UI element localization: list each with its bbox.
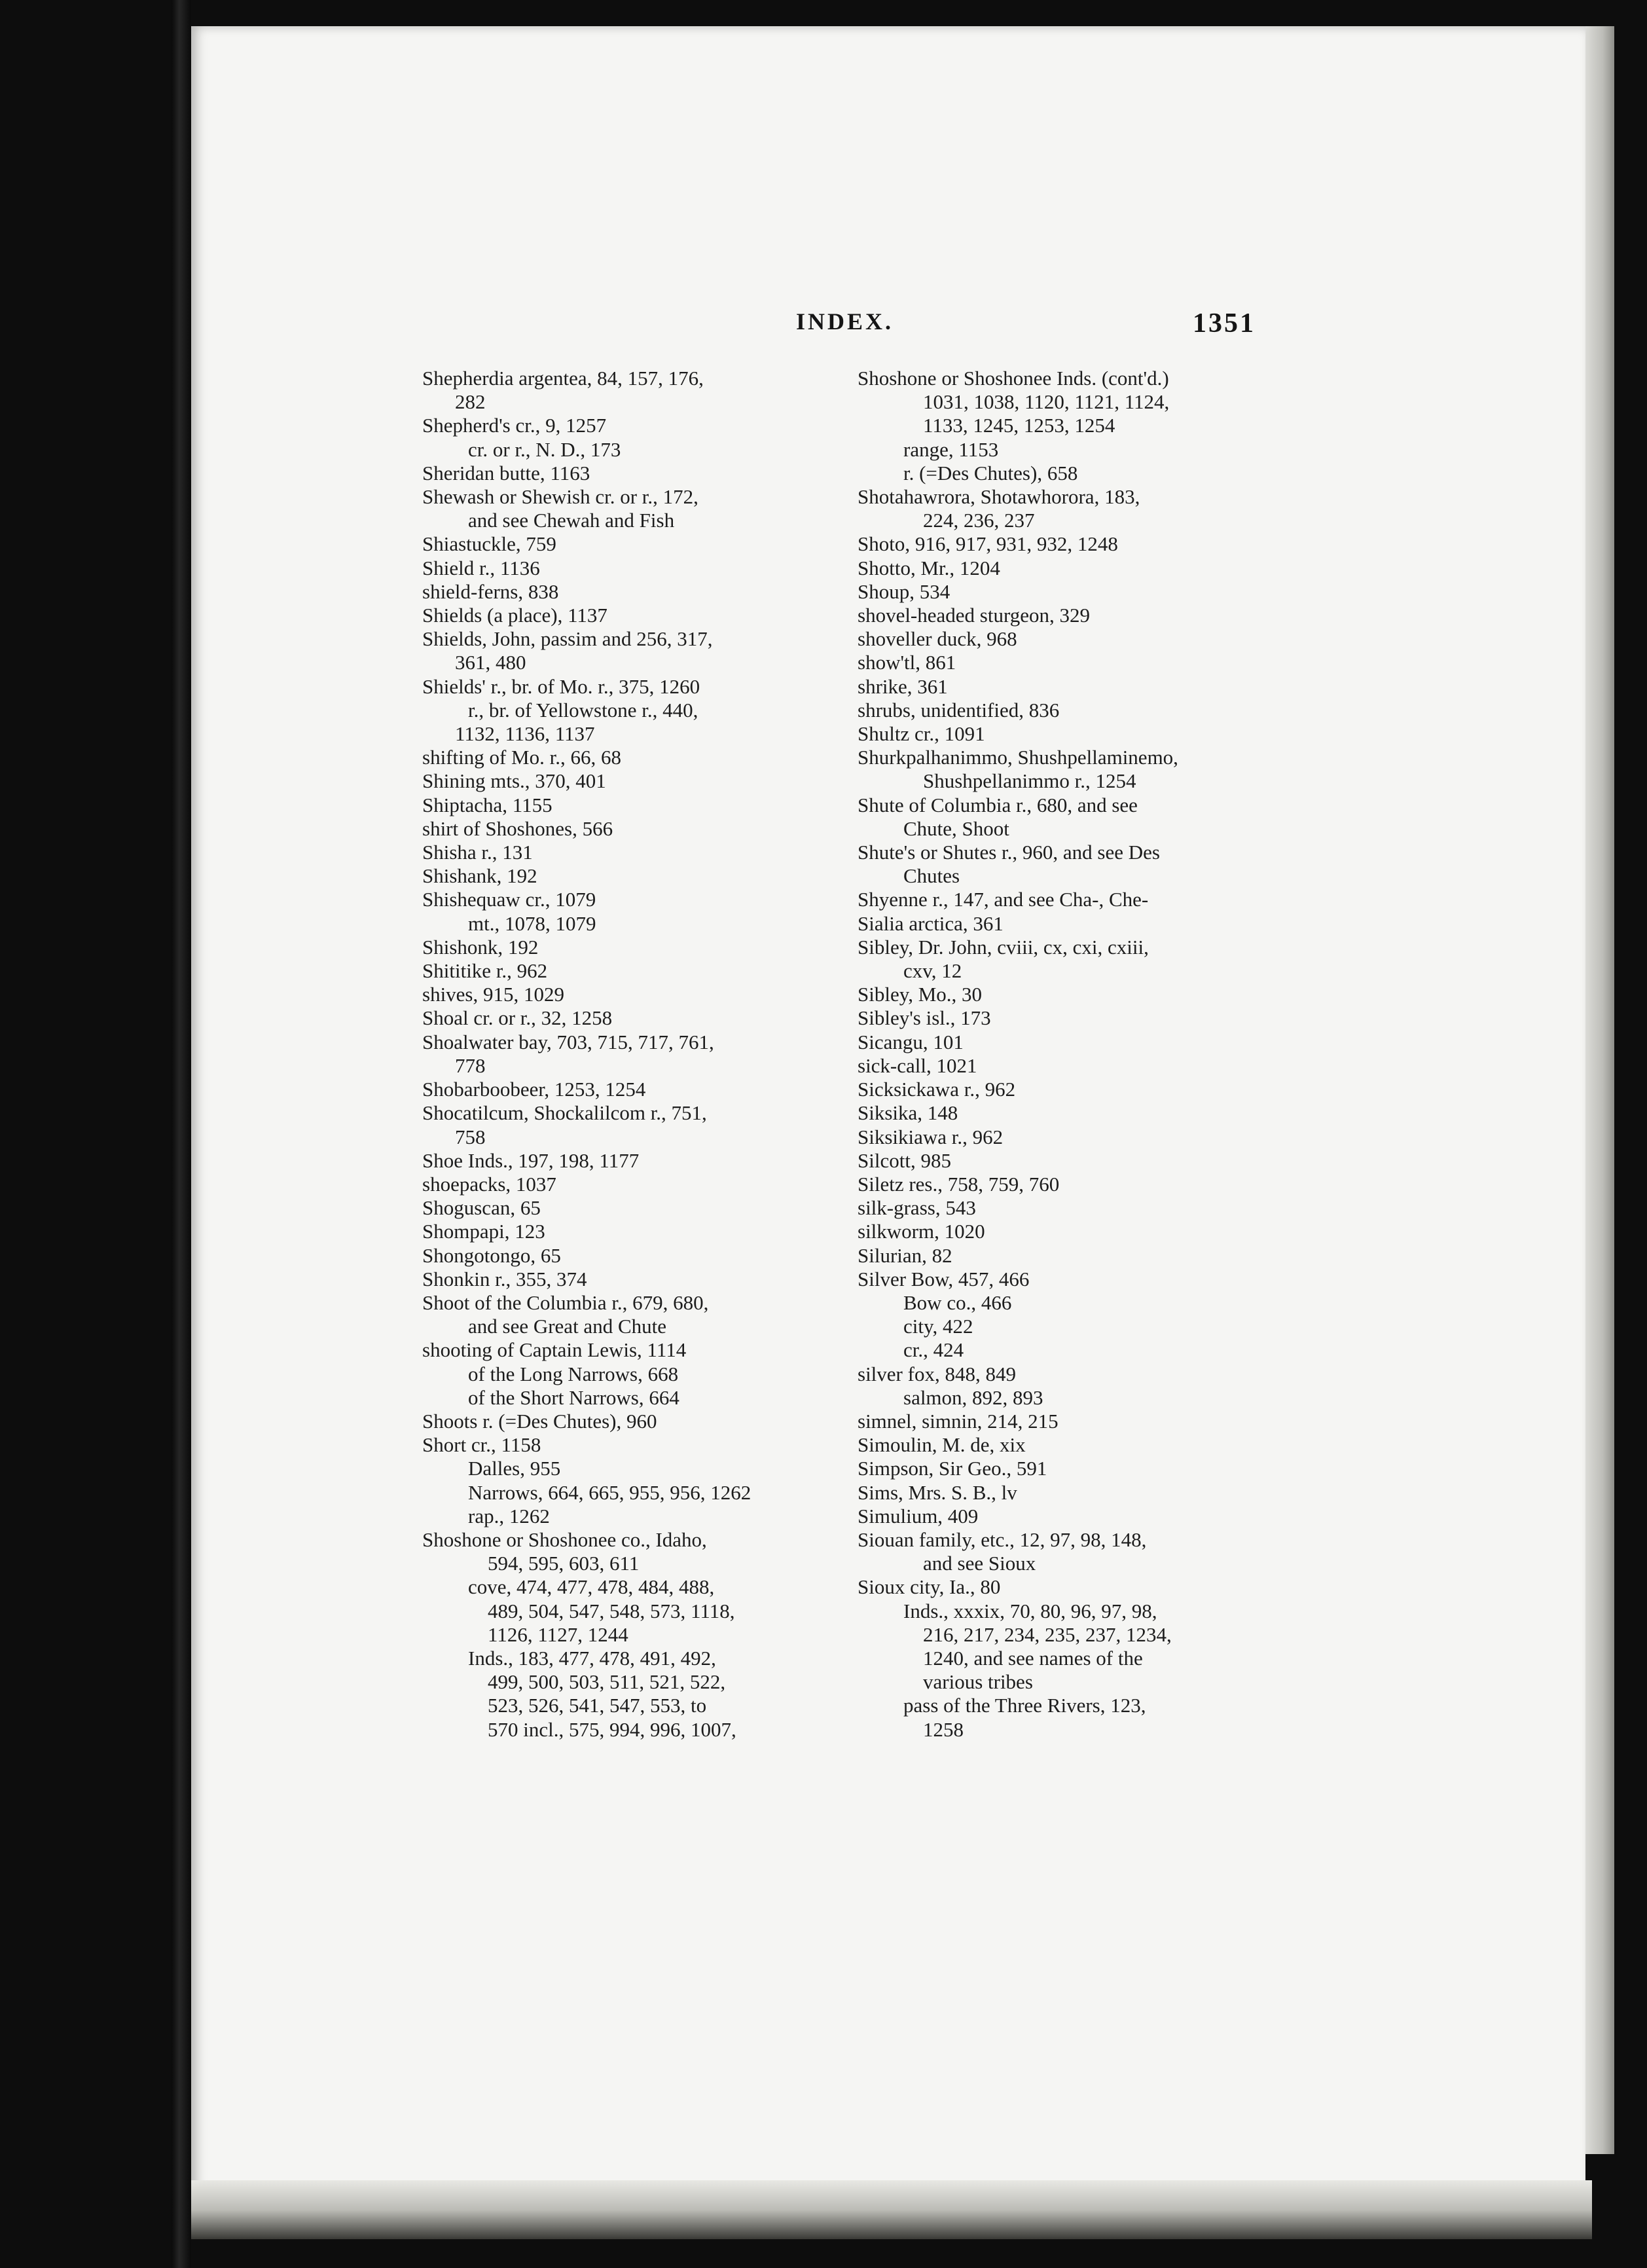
index-entry: shield-ferns, 838 bbox=[422, 579, 559, 603]
index-column-right bbox=[858, 367, 1270, 1742]
index-entry: Inds., 183, 477, 478, 491, 492, bbox=[468, 1646, 716, 1670]
index-entry: Shields, John, passim and 256, 317, bbox=[422, 627, 713, 651]
index-entry: Shoshone or Shoshonee co., Idaho, bbox=[422, 1527, 707, 1551]
index-entry: Narrows, 664, 665, 955, 956, 1262 bbox=[468, 1480, 751, 1504]
index-entry: 1126, 1127, 1244 bbox=[488, 1622, 628, 1646]
index-entry: and see Sioux bbox=[923, 1552, 1036, 1575]
index-entry: Shongotongo, 65 bbox=[422, 1243, 561, 1267]
index-entry: Sicksickawa r., 962 bbox=[858, 1078, 1016, 1101]
index-entry: Shoal cr. or r., 32, 1258 bbox=[422, 1006, 613, 1030]
index-entry: shooting of Captain Lewis, 1114 bbox=[422, 1338, 687, 1362]
index-entry: Sialia arctica, 361 bbox=[858, 911, 1004, 935]
index-entry: silkworm, 1020 bbox=[858, 1220, 985, 1243]
index-entry: silver fox, 848, 849 bbox=[858, 1362, 1016, 1385]
index-entry: Shoot of the Columbia r., 679, 680, bbox=[422, 1290, 709, 1314]
index-entry: Sibley, Mo., 30 bbox=[858, 983, 983, 1006]
index-entry: Shoe Inds., 197, 198, 1177 bbox=[422, 1148, 640, 1172]
index-entry: Inds., xxxix, 70, 80, 96, 97, 98, bbox=[903, 1599, 1157, 1622]
index-entry: 1258 bbox=[923, 1717, 964, 1741]
index-entry: and see Chewah and Fish bbox=[468, 509, 675, 532]
index-entry: Shishank, 192 bbox=[422, 864, 537, 888]
index-entry: Shobarboobeer, 1253, 1254 bbox=[422, 1078, 646, 1101]
index-entry: shirt of Shoshones, 566 bbox=[422, 816, 613, 840]
page-bottom-edge bbox=[191, 2180, 1592, 2239]
page-edge bbox=[1585, 26, 1614, 2154]
index-entry: rap., 1262 bbox=[468, 1504, 550, 1527]
index-entry: cove, 474, 477, 478, 484, 488, bbox=[468, 1575, 715, 1599]
index-entry: Shyenne r., 147, and see Cha-, Che- bbox=[858, 888, 1149, 911]
index-entry: salmon, 892, 893 bbox=[903, 1385, 1043, 1409]
index-entry: Siouan family, etc., 12, 97, 98, 148, bbox=[858, 1527, 1147, 1551]
index-column-left bbox=[422, 367, 835, 1742]
index-entry: Dalles, 955 bbox=[468, 1457, 561, 1480]
index-entry: simnel, simnin, 214, 215 bbox=[858, 1409, 1059, 1433]
index-entry: 361, 480 bbox=[455, 651, 526, 674]
index-entry: sick-call, 1021 bbox=[858, 1053, 977, 1077]
index-entry: Shoup, 534 bbox=[858, 579, 950, 603]
index-entry: Shishonk, 192 bbox=[422, 935, 539, 959]
index-entry: 216, 217, 234, 235, 237, 1234, bbox=[923, 1622, 1172, 1646]
index-entry: show'tl, 861 bbox=[858, 651, 956, 674]
index-entry: Sims, Mrs. S. B., lv bbox=[858, 1480, 1017, 1504]
index-entry: Siletz res., 758, 759, 760 bbox=[858, 1172, 1060, 1196]
index-entry: Shute of Columbia r., 680, and see bbox=[858, 793, 1138, 816]
index-entry: Siksika, 148 bbox=[858, 1101, 958, 1125]
index-entry: Simulium, 409 bbox=[858, 1504, 979, 1527]
index-entry: 1132, 1136, 1137 bbox=[455, 722, 595, 746]
index-entry: Sibley, Dr. John, cviii, cx, cxi, cxiii, bbox=[858, 935, 1149, 959]
index-entry: of the Short Narrows, 664 bbox=[468, 1385, 679, 1409]
index-entry: Shoto, 916, 917, 931, 932, 1248 bbox=[858, 532, 1118, 556]
index-entry: Shultz cr., 1091 bbox=[858, 722, 985, 746]
index-entry: shoveller duck, 968 bbox=[858, 627, 1017, 651]
page-title: INDEX. bbox=[796, 308, 894, 335]
index-entry: shovel-headed sturgeon, 329 bbox=[858, 604, 1090, 627]
index-entry: Shoalwater bay, 703, 715, 717, 761, bbox=[422, 1030, 714, 1053]
index-entry: Shishequaw cr., 1079 bbox=[422, 888, 596, 911]
index-entry: shifting of Mo. r., 66, 68 bbox=[422, 746, 621, 769]
index-entry: shrike, 361 bbox=[858, 674, 948, 698]
index-entry: Shushpellanimmo r., 1254 bbox=[923, 769, 1136, 793]
index-entry: Sicangu, 101 bbox=[858, 1030, 964, 1053]
index-entry: Sheridan butte, 1163 bbox=[422, 461, 590, 485]
index-entry: Sioux city, Ia., 80 bbox=[858, 1575, 1001, 1599]
index-entry: Shields' r., br. of Mo. r., 375, 1260 bbox=[422, 674, 700, 698]
index-entry: various tribes bbox=[923, 1670, 1033, 1694]
index-entry: Shining mts., 370, 401 bbox=[422, 769, 606, 793]
index-entry: Shield r., 1136 bbox=[422, 556, 540, 579]
index-entry: Silurian, 82 bbox=[858, 1243, 952, 1267]
index-entry: r. (=Des Chutes), 658 bbox=[903, 461, 1078, 485]
index-entry: 1133, 1245, 1253, 1254 bbox=[923, 414, 1115, 437]
index-entry: Shoshone or Shoshonee Inds. (cont'd.) bbox=[858, 367, 1169, 390]
index-entry: Shields (a place), 1137 bbox=[422, 604, 607, 627]
index-entry: 758 bbox=[455, 1125, 486, 1148]
index-entry: range, 1153 bbox=[903, 437, 999, 461]
index-entry: and see Great and Chute bbox=[468, 1315, 666, 1338]
index-entry: Shisha r., 131 bbox=[422, 841, 533, 864]
index-entry: 523, 526, 541, 547, 553, to bbox=[488, 1694, 707, 1717]
index-entry: of the Long Narrows, 668 bbox=[468, 1362, 679, 1385]
index-entry: 499, 500, 503, 511, 521, 522, bbox=[488, 1670, 726, 1694]
index-entry: Shotahawrora, Shotawhorora, 183, bbox=[858, 485, 1140, 509]
index-entry: Shocatilcum, Shockalilcom r., 751, bbox=[422, 1101, 707, 1125]
index-entry: Simpson, Sir Geo., 591 bbox=[858, 1457, 1047, 1480]
index-entry: shoepacks, 1037 bbox=[422, 1172, 556, 1196]
index-entry: Shoots r. (=Des Chutes), 960 bbox=[422, 1409, 657, 1433]
index-entry: 1240, and see names of the bbox=[923, 1646, 1143, 1670]
index-entry: 224, 236, 237 bbox=[923, 509, 1035, 532]
index-entry: Shiptacha, 1155 bbox=[422, 793, 552, 816]
index-entry: 489, 504, 547, 548, 573, 1118, bbox=[488, 1599, 735, 1622]
index-entry: Short cr., 1158 bbox=[422, 1433, 541, 1457]
index-entry: shrubs, unidentified, 836 bbox=[858, 698, 1060, 722]
index-entry: Shoguscan, 65 bbox=[422, 1196, 541, 1220]
index-entry: Chute, Shoot bbox=[903, 816, 1009, 840]
index-entry: cr., 424 bbox=[903, 1338, 964, 1362]
index-entry: Siksikiawa r., 962 bbox=[858, 1125, 1004, 1148]
index-entry: Shepherdia argentea, 84, 157, 176, bbox=[422, 367, 704, 390]
index-entry: city, 422 bbox=[903, 1315, 973, 1338]
index-entry: Shititike r., 962 bbox=[422, 959, 548, 983]
index-entry: Shepherd's cr., 9, 1257 bbox=[422, 414, 607, 437]
index-entry: 778 bbox=[455, 1053, 486, 1077]
page-number: 1351 bbox=[1193, 308, 1256, 338]
index-entry: Simoulin, M. de, xix bbox=[858, 1433, 1026, 1457]
index-entry: 570 incl., 575, 994, 996, 1007, bbox=[488, 1717, 736, 1741]
index-entry: 594, 595, 603, 611 bbox=[488, 1552, 640, 1575]
index-entry: silk-grass, 543 bbox=[858, 1196, 976, 1220]
index-entry: Shonkin r., 355, 374 bbox=[422, 1267, 587, 1290]
index-entry: Shurkpalhanimmo, Shushpellaminemo, bbox=[858, 746, 1178, 769]
index-entry: r., br. of Yellowstone r., 440, bbox=[468, 698, 698, 722]
index-entry: 1031, 1038, 1120, 1121, 1124, bbox=[923, 390, 1170, 414]
index-entry: Silcott, 985 bbox=[858, 1148, 951, 1172]
index-entry: Shotto, Mr., 1204 bbox=[858, 556, 1000, 579]
index-entry: Sibley's isl., 173 bbox=[858, 1006, 991, 1030]
book-binding bbox=[172, 0, 191, 2268]
index-entry: cr. or r., N. D., 173 bbox=[468, 437, 621, 461]
index-entry: Bow co., 466 bbox=[903, 1290, 1012, 1314]
index-entry: cxv, 12 bbox=[903, 959, 962, 983]
index-entry: Chutes bbox=[903, 864, 960, 888]
index-entry: mt., 1078, 1079 bbox=[468, 911, 596, 935]
index-entry: pass of the Three Rivers, 123, bbox=[903, 1694, 1146, 1717]
index-entry: Shiastuckle, 759 bbox=[422, 532, 556, 556]
index-entry: Shompapi, 123 bbox=[422, 1220, 545, 1243]
index-entry: Silver Bow, 457, 466 bbox=[858, 1267, 1030, 1290]
index-entry: Shewash or Shewish cr. or r., 172, bbox=[422, 485, 698, 509]
index-entry: Shute's or Shutes r., 960, and see Des bbox=[858, 841, 1160, 864]
index-entry: shives, 915, 1029 bbox=[422, 983, 564, 1006]
index-entry: 282 bbox=[455, 390, 486, 414]
